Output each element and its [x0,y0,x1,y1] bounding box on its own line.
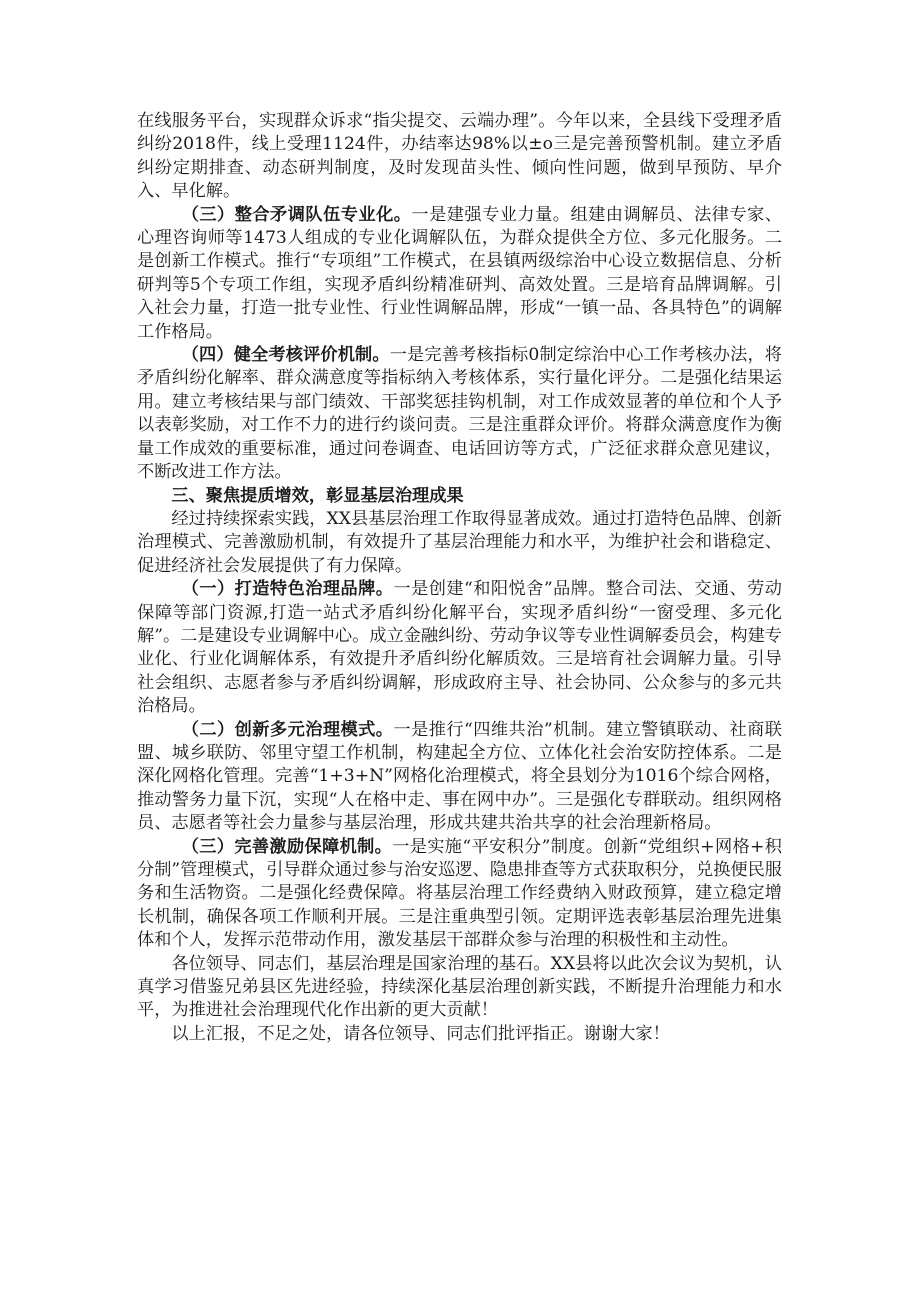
paragraph-body: 各位领导、同志们，基层治理是国家治理的基石。XX县将以此次会议为契机，认真学习借鉴兄弟县区先进经验，持续深化基层治理创新实践，不断提升治理能力和水平，为推进社会治理现代化作出新的更大贡献！ [137,953,782,1021]
subsection-heading: （一）打造特色治理品牌。 [181,579,394,600]
paragraph-body: 一是推行“四维共治”机制。建立警镇联动、社商联盟、城乡联防、邻里守望工作机制，构建起全方位、立体化社会治安防控体系。二是深化网格化管理。完善“1+3+N”网格化治理模式，将全县划分为1016个综合网格，推动警务力量下沉，实现“人在格中走、事在网中办”。三是强化专群联动。组织网格员、志愿者等社会力量参与基层治理，形成共建共治共享的社会治理新格局。 [137,719,782,834]
paragraph-body: 一是建强专业力量。组建由调解员、法律专家、心理咨询师等1473人组成的专业化调解队伍，为群众提供全方位、多元化服务。二是创新工作模式。推行“专项组”工作模式，在县镇两级综治中心设立数据信息、分析研判等5个专项工作组，实现矛盾纠纷精准研判、高效处置。三是培育品牌调解。引入社会力量，打造一批专业性、行业性调解品牌，形成“一镇一品、各具特色”的调解工作格局。 [137,204,782,342]
subsection-heading: （三）整合矛调队伍专业化。 [181,204,412,225]
paragraph-body: 一是完善考核指标0制定综治中心工作考核办法，将矛盾纠纷化解率、群众满意度等指标纳入考核体系，实行量化评分。二是强化结果运用。建立考核结果与部门绩效、干部奖惩挂钩机制，对工作成效显著的单位和个人予以表彰奖励，对工作不力的进行约谈问责。三是注重群众评价。将群众满意度作为衡量工作成效的重要标准，通过问卷调查、电话回访等方式，广泛征求群众意见建议，不断改进工作方法。 [137,345,782,483]
paragraph-results-intro [137,508,782,578]
paragraph-governance-brand [137,578,782,718]
paragraph-thanks [137,1023,782,1046]
paragraph-body: 一是实施“平安积分”制度。创新“党组织+网格+积分制”管理模式，引导群众通过参与治安巡逻、隐患排查等方式获取积分，兑换便民服务和生活物资。二是强化经费保障。将基层治理工作经费纳入财政预算，建立稳定增长机制，确保各项工作顺利开展。三是注重典型引领。定期评选表彰基层治理先进集体和个人，发挥示范带动作用，激发基层干部群众参与治理的积极性和主动性。 [137,836,782,951]
paragraph-online-service [137,110,782,204]
paragraph-incentive-mechanism [137,836,782,953]
document-page [137,110,782,1046]
subsection-heading: （四）健全考核评价机制。 [181,345,390,366]
subsection-heading: （二）创新多元治理模式。 [181,719,394,740]
paragraph-closing-remarks [137,953,782,1023]
paragraph-evaluation-mechanism [137,344,782,484]
subsection-heading: （三）完善激励保障机制。 [181,836,393,857]
paragraph-body: 经过持续探索实践，XX县基层治理工作取得显著成效。通过打造特色品牌、创新治理模式、完善激励机制，有效提升了基层治理能力和水平，为维护社会和谐稳定、促进经济社会发展提供了有力保障。 [137,508,782,576]
paragraph-mediation-team [137,204,782,344]
paragraph-body: 在线服务平台，实现群众诉求“指尖提交、云端办理”。今年以来，全县线下受理矛盾纠纷2018件，线上受理1124件，办结率达98%以±o三是完善预警机制。建立矛盾纠纷定期排查、动态研判制度，及时发现苗头性、倾向性问题，做到早预防、早介入、早化解。 [137,111,782,202]
paragraph-governance-model [137,719,782,836]
paragraph-body: 一是创建“和阳悦舍”品牌。整合司法、交通、劳动保障等部门资源,打造一站式矛盾纠纷化解平台，实现矛盾纠纷“一窗受理、多元化解”。二是建设专业调解中心。成立金融纠纷、劳动争议等专业性调解委员会，构建专业化、行业化调解体系，有效提升矛盾纠纷化解质效。三是培育社会调解力量。引导社会组织、志愿者参与矛盾纠纷调解，形成政府主导、社会协同、公众参与的多元共治格局。 [137,579,782,717]
section-heading-three: 三、聚焦提质增效，彰显基层治理成果 [171,485,464,506]
paragraph-body: 以上汇报，不足之处，请各位领导、同志们批评指正。谢谢大家！ [171,1023,670,1044]
